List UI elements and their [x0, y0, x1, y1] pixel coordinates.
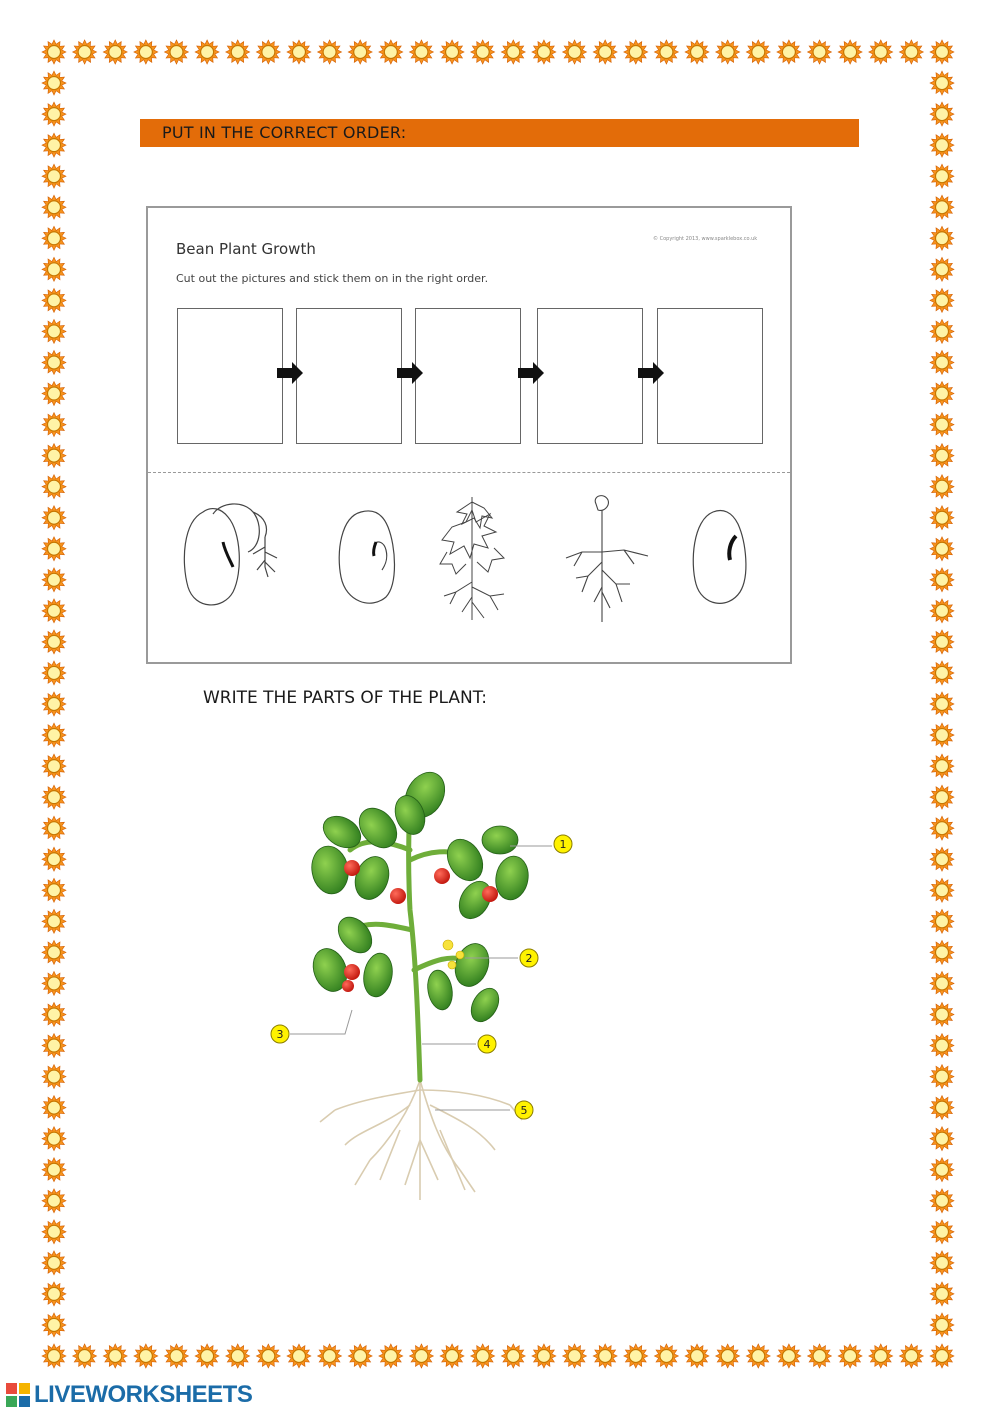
sun-border-flower	[930, 40, 954, 64]
sun-border-flower	[42, 413, 66, 437]
sun-border-flower	[164, 1344, 188, 1368]
drop-box-1[interactable]	[177, 308, 283, 444]
sun-border-flower	[42, 816, 66, 840]
sun-border-flower	[930, 940, 954, 964]
sun-border-flower	[42, 288, 66, 312]
sun-border-flower	[930, 444, 954, 468]
sun-border-flower	[42, 350, 66, 374]
arrow-right-icon	[638, 362, 664, 384]
sun-border-flower	[348, 1344, 372, 1368]
stage-seed-sprouting-image[interactable]	[173, 492, 293, 632]
order-heading: PUT IN THE CORRECT ORDER:	[162, 123, 407, 142]
sun-border-flower	[318, 40, 342, 64]
sun-border-flower	[930, 1158, 954, 1182]
sun-border-flower	[42, 537, 66, 561]
sun-border-flower	[164, 40, 188, 64]
label-3[interactable]	[271, 1025, 289, 1043]
sun-border-flower	[103, 1344, 127, 1368]
sun-border-flower	[226, 40, 250, 64]
sun-border-flower	[42, 723, 66, 747]
sun-border-flower	[134, 1344, 158, 1368]
sun-border-flower	[287, 40, 311, 64]
sun-border-flower	[409, 1344, 433, 1368]
drop-box-3[interactable]	[415, 308, 521, 444]
sun-border-flower	[42, 785, 66, 809]
sun-border-flower	[42, 1127, 66, 1151]
sun-border-flower	[42, 164, 66, 188]
sun-border-flower	[930, 413, 954, 437]
sun-border-flower	[42, 102, 66, 126]
sun-border-flower	[42, 847, 66, 871]
sun-border-flower	[195, 40, 219, 64]
sun-border-flower	[685, 1344, 709, 1368]
sun-border-flower	[42, 71, 66, 95]
sun-border-flower	[532, 40, 556, 64]
sun-border-flower	[899, 40, 923, 64]
sun-border-flower	[930, 971, 954, 995]
sun-border-flower	[440, 1344, 464, 1368]
sun-border-flower	[930, 878, 954, 902]
worksheet-title: Bean Plant Growth	[176, 240, 316, 258]
arrow-right-icon	[397, 362, 423, 384]
label-5[interactable]	[515, 1101, 533, 1119]
sun-border-flower	[42, 1282, 66, 1306]
sun-border-flower	[930, 754, 954, 778]
sun-border-flower	[930, 723, 954, 747]
sun-border-flower	[73, 40, 97, 64]
sun-border-flower	[42, 226, 66, 250]
drop-box-2[interactable]	[296, 308, 402, 444]
sun-border-flower	[930, 102, 954, 126]
sun-border-flower	[593, 1344, 617, 1368]
sun-border-flower	[195, 1344, 219, 1368]
sun-border-flower	[42, 1002, 66, 1026]
sun-border-flower	[930, 164, 954, 188]
sun-border-flower	[869, 40, 893, 64]
sun-border-flower	[42, 909, 66, 933]
sun-border-flower	[930, 1127, 954, 1151]
sun-border-flower	[930, 506, 954, 530]
sun-border-flower	[42, 692, 66, 716]
sun-border-flower	[930, 1220, 954, 1244]
sun-border-flower	[318, 1344, 342, 1368]
sun-border-flower	[930, 1065, 954, 1089]
sun-border-flower	[838, 40, 862, 64]
label-number: 3	[276, 1028, 284, 1041]
sun-border-flower	[930, 288, 954, 312]
label-number: 4	[483, 1038, 491, 1051]
label-4[interactable]	[478, 1035, 496, 1053]
sun-border-flower	[808, 1344, 832, 1368]
sun-border-flower	[930, 1313, 954, 1337]
sun-border-flower	[563, 1344, 587, 1368]
sun-border-flower	[624, 40, 648, 64]
sun-border-flower	[930, 630, 954, 654]
sun-border-flower	[42, 971, 66, 995]
drop-box-4[interactable]	[537, 308, 643, 444]
sun-border-flower	[471, 1344, 495, 1368]
sun-border-flower	[42, 319, 66, 343]
sun-border-flower	[746, 1344, 770, 1368]
sun-border-flower	[42, 382, 66, 406]
sun-border-flower	[42, 133, 66, 157]
arrow-right-icon	[518, 362, 544, 384]
sun-border-flower	[930, 909, 954, 933]
sun-border-flower	[287, 1344, 311, 1368]
sun-border-flower	[930, 195, 954, 219]
stage-flowering-plant-image[interactable]	[412, 492, 532, 632]
sun-border-flower	[42, 40, 66, 64]
order-heading-bar	[140, 119, 859, 147]
sun-border-flower	[930, 568, 954, 592]
sun-border-flower	[134, 40, 158, 64]
sun-border-flower	[930, 847, 954, 871]
parts-heading: WRITE THE PARTS OF THE PLANT:	[203, 688, 488, 708]
sun-border-flower	[930, 692, 954, 716]
label-2[interactable]	[520, 949, 538, 967]
sun-border-flower	[73, 1344, 97, 1368]
sun-border-flower	[930, 1002, 954, 1026]
sun-border-flower	[869, 1344, 893, 1368]
sun-border-flower	[930, 785, 954, 809]
sun-border-flower	[930, 350, 954, 374]
sun-border-flower	[654, 40, 678, 64]
worksheet-instruction: Cut out the pictures and stick them on in the right order.	[176, 272, 489, 285]
sun-border-flower	[624, 1344, 648, 1368]
sun-border-flower	[930, 1189, 954, 1213]
sun-border-flower	[42, 630, 66, 654]
stage-seedling-image[interactable]	[552, 492, 672, 632]
bean-growth-worksheet	[146, 206, 792, 664]
sun-border-flower	[532, 1344, 556, 1368]
sun-border-flower	[899, 1344, 923, 1368]
sun-border-flower	[563, 40, 587, 64]
sun-border-flower	[42, 1313, 66, 1337]
sun-border-flower	[593, 40, 617, 64]
sun-border-flower	[930, 319, 954, 343]
stage-bean-seed-image[interactable]	[668, 492, 788, 632]
roots	[320, 1080, 522, 1200]
sun-border-flower	[42, 1158, 66, 1182]
sun-border-flower	[930, 1282, 954, 1306]
sun-border-flower	[930, 816, 954, 840]
sun-border-flower	[42, 444, 66, 468]
sun-border-flower	[746, 40, 770, 64]
sun-border-flower	[716, 1344, 740, 1368]
sun-border-flower	[930, 71, 954, 95]
sun-border-flower	[777, 40, 801, 64]
sun-border-flower	[685, 40, 709, 64]
sun-border-flower	[42, 1034, 66, 1058]
sun-border-flower	[440, 40, 464, 64]
sun-border-flower	[930, 1096, 954, 1120]
leaves	[307, 765, 531, 1026]
sun-border-flower	[379, 1344, 403, 1368]
sun-border-flower	[930, 133, 954, 157]
sun-border-flower	[930, 226, 954, 250]
sun-border-flower	[42, 506, 66, 530]
sun-border-flower	[777, 1344, 801, 1368]
sun-border-flower	[930, 257, 954, 281]
liveworksheets-logo-icon	[6, 1383, 30, 1407]
sun-border-flower	[379, 40, 403, 64]
sun-border-flower	[838, 1344, 862, 1368]
sun-border-flower	[256, 1344, 280, 1368]
sun-border-flower	[471, 40, 495, 64]
sun-border-flower	[103, 40, 127, 64]
sun-border-flower	[42, 475, 66, 499]
cut-line	[148, 472, 790, 473]
sun-border-flower	[42, 1220, 66, 1244]
arrow-right-icon	[277, 362, 303, 384]
brand-name: LIVEWORKSHEETS	[34, 1381, 253, 1408]
drop-box-5[interactable]	[657, 308, 763, 444]
label-number: 5	[520, 1104, 528, 1117]
sun-border-flower	[930, 1034, 954, 1058]
sun-border-flower	[930, 537, 954, 561]
sun-border-flower	[42, 661, 66, 685]
sun-border-flower	[42, 878, 66, 902]
sun-border-flower	[501, 40, 525, 64]
label-1[interactable]	[554, 835, 572, 853]
sun-border-flower	[42, 195, 66, 219]
sun-border-flower	[42, 599, 66, 623]
sun-border-flower	[930, 599, 954, 623]
sun-border-flower	[256, 40, 280, 64]
sun-border-flower	[42, 1189, 66, 1213]
sun-border-flower	[930, 475, 954, 499]
sun-border-flower	[808, 40, 832, 64]
sun-border-flower	[716, 40, 740, 64]
sun-border-flower	[930, 1251, 954, 1275]
sun-border-flower	[42, 1065, 66, 1089]
sun-border-flower	[42, 1096, 66, 1120]
sun-border-flower	[930, 382, 954, 406]
sun-border-flower	[42, 257, 66, 281]
tomato-plant-diagram	[260, 760, 600, 1210]
sun-border-flower	[42, 754, 66, 778]
sun-border-flower	[930, 661, 954, 685]
sun-border-flower	[42, 940, 66, 964]
sun-border-flower	[654, 1344, 678, 1368]
sun-border-flower	[501, 1344, 525, 1368]
liveworksheets-logo	[6, 1380, 252, 1410]
sun-border-flower	[930, 1344, 954, 1368]
label-number: 2	[525, 952, 533, 965]
sun-border-flower	[42, 1251, 66, 1275]
sun-border-flower	[42, 1344, 66, 1368]
sun-border-flower	[42, 568, 66, 592]
sun-border-flower	[226, 1344, 250, 1368]
sun-border-flower	[348, 40, 372, 64]
label-number: 1	[559, 838, 567, 851]
worksheet-copyright: © Copyright 2013, www.sparklebox.co.uk	[653, 236, 758, 242]
sun-border-flower	[409, 40, 433, 64]
